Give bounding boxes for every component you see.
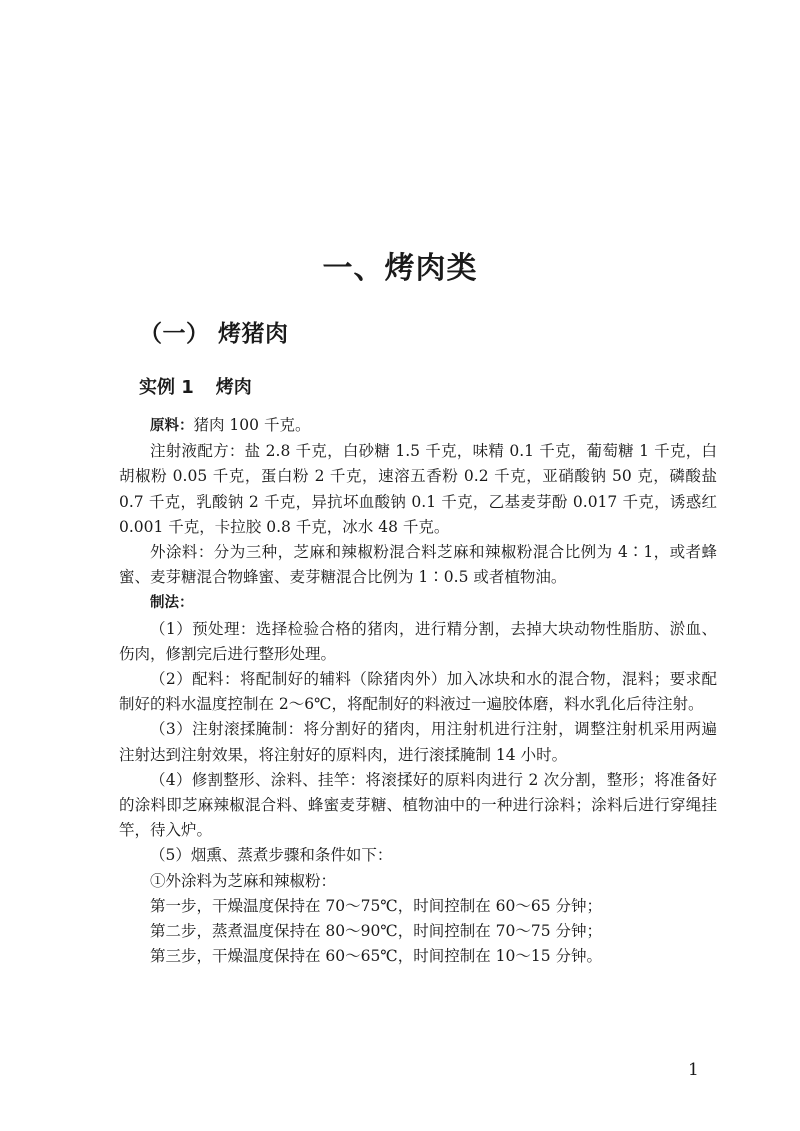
sub-heading: ①外涂料为芝麻和辣椒粉：: [150, 871, 337, 890]
chapter-title: 一、烤肉类: [322, 251, 478, 286]
method-label: 制法：: [150, 595, 194, 612]
method-step: （2）配料：将配制好的辅料（除猪肉外）加入冰块和水的混合物，混料；要求配制好的料水温度控制在 2～6℃，将配制好的料液过一遍胶体磨，料水乳化后待注射。: [119, 670, 717, 714]
sub-step: 第二步，蒸煮温度保持在 80～90℃，时间控制在 70～75 分钟；: [150, 922, 603, 941]
method-step: （4）修割整形、涂料、挂竿：将滚揉好的原料肉进行 2 次分割，整形；将准备好的涂料即芝麻辣椒混合料、蜂蜜麦芽糖、植物油中的一种进行涂料；涂料后进行穿绳挂竿，待入炉。: [119, 770, 717, 840]
method-step: （5）烟熏、蒸煮步骤和条件如下：: [150, 846, 393, 865]
example-title: [139, 373, 252, 399]
method-label-paragraph: [119, 590, 717, 616]
coating-paragraph: 外涂料：分为三种，芝麻和辣椒粉混合料芝麻和辣椒粉混合比例为 4∶1，或者蜂蜜、麦芽糖混合物蜂蜜、麦芽糖混合比例为 1∶0.5 或者植物油。: [119, 543, 717, 587]
ingredients-text: 猪肉 100 千克。: [193, 416, 311, 434]
method-step: （1）预处理：选择检验合格的猪肉，进行精分割，去掉大块动物性脂肪、淤血、伤肉，修割完后进行整形处理。: [119, 619, 717, 663]
example-number: 实例 1: [139, 377, 194, 398]
section-title: （一） 烤猪肉: [139, 321, 289, 347]
sub-step: 第三步，干燥温度保持在 60～65℃，时间控制在 10～15 分钟。: [150, 947, 603, 966]
method-step: （3）注射滚揉腌制：将分割好的猪肉，用注射机进行注射，调整注射机采用两遍注射达到注射效果，将注射好的原料肉，进行滚揉腌制 14 小时。: [119, 720, 717, 764]
sub-step: 第一步，干燥温度保持在 70～75℃，时间控制在 60～65 分钟；: [150, 896, 603, 915]
recipe-body: [119, 413, 717, 969]
injection-paragraph: 注射液配方：盐 2.8 千克，白砂糖 1.5 千克，味精 0.1 千克，葡萄糖 1 千克，白胡椒粉 0.05 千克，蛋白粉 2 千克，速溶五香粉 0.2 千克，亚硝酸钠 50 克，磷酸盐 0.7 千克，乳酸钠 2 千克，异抗坏血酸钠 0.1 千克，乙基麦芽酚 0.017 千克，诱惑红 0.001 千克，卡拉胶 0.8 千克，冰水 48 千克。: [119, 442, 717, 536]
ingredients-label: 原料：: [150, 418, 194, 434]
ingredients-paragraph: [119, 413, 717, 439]
page-number: 1: [688, 1060, 699, 1080]
example-name: 烤肉: [215, 377, 252, 398]
